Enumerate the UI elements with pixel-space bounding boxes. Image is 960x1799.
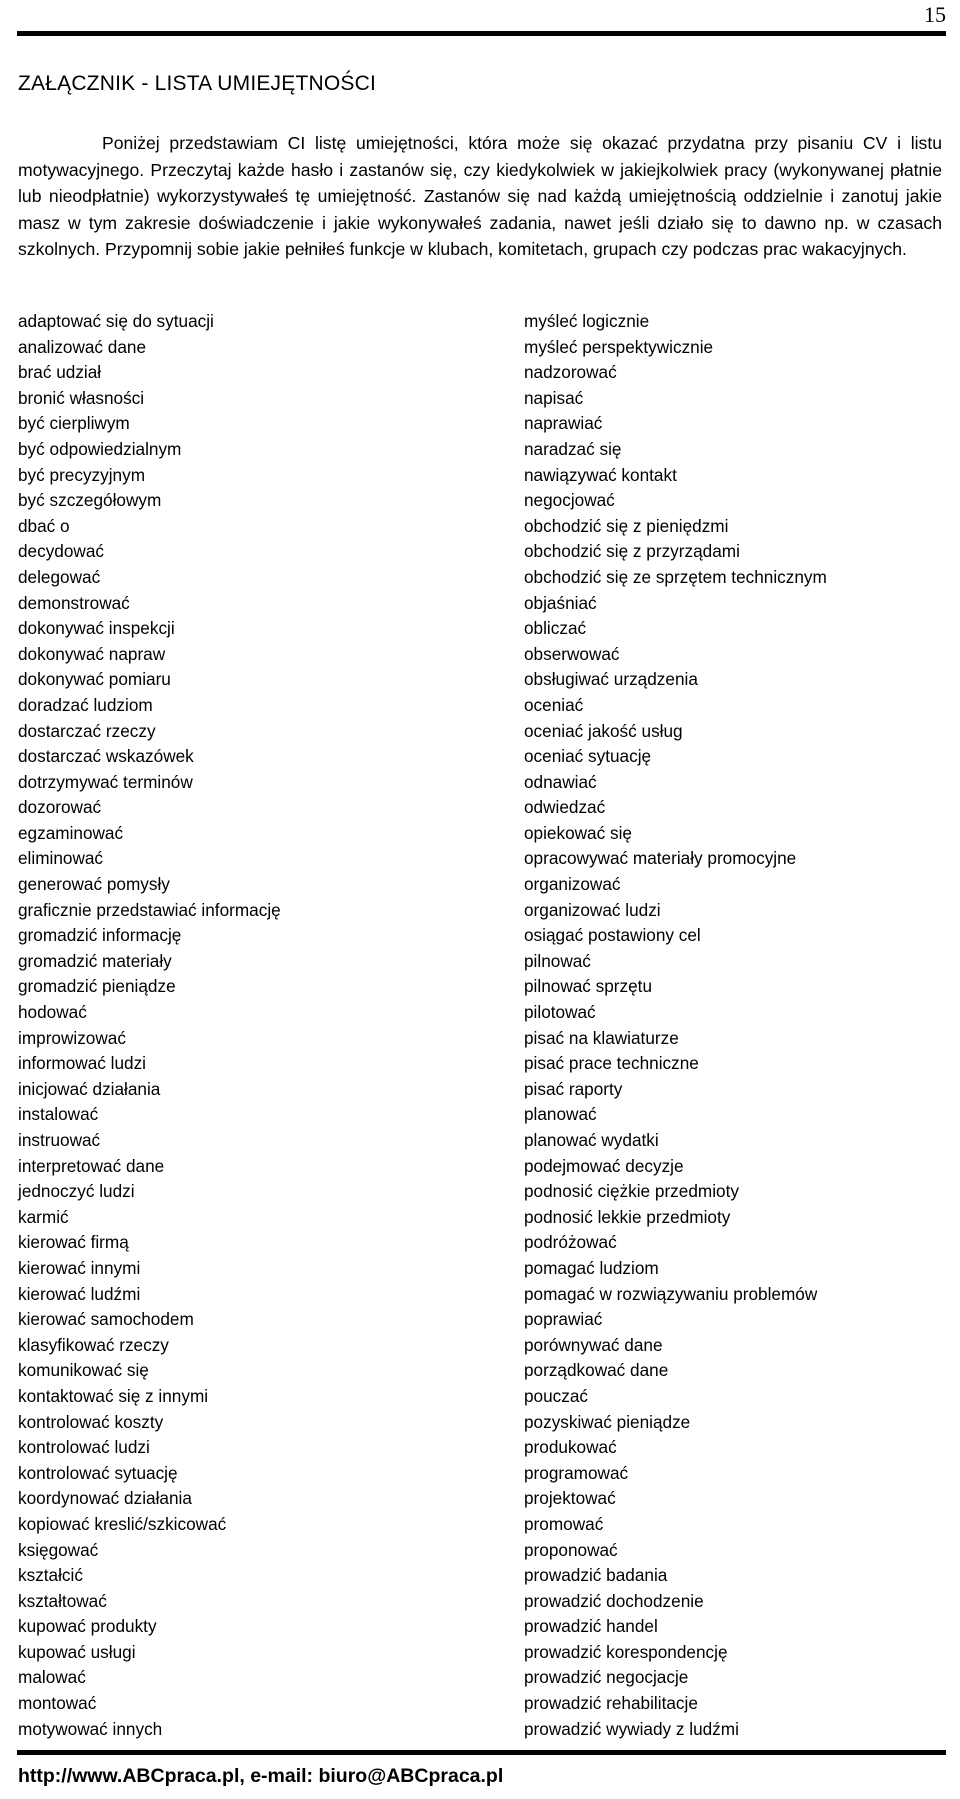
skill-item: nadzorować <box>524 362 617 383</box>
skill-item: obchodzić się z przyrządami <box>524 541 740 562</box>
skill-item: opracowywać materiały promocyjne <box>524 848 797 869</box>
skill-item: dokonywać inspekcji <box>18 618 175 639</box>
skill-item: naradzać się <box>524 438 622 459</box>
skill-item: dokonywać napraw <box>18 643 166 664</box>
skill-item: podejmować decyzje <box>524 1155 684 1176</box>
skill-item: montować <box>18 1693 97 1714</box>
skill-item: poprawiać <box>524 1309 603 1330</box>
skill-item: pilnować sprzętu <box>524 976 653 997</box>
skill-item: pilnować <box>524 950 591 971</box>
skill-item: prowadzić korespondencję <box>524 1641 728 1662</box>
skill-item: komunikować się <box>18 1360 149 1381</box>
skill-item: programować <box>524 1462 629 1483</box>
skill-item: planować <box>524 1104 597 1125</box>
skill-item: dbać o <box>18 515 70 536</box>
skill-item: gromadzić materiały <box>18 950 172 971</box>
skill-item: osiągać postawiony cel <box>524 925 701 946</box>
skill-item: oceniać <box>524 694 584 715</box>
skill-item: porównywać dane <box>524 1334 663 1355</box>
skill-item: dozorować <box>18 797 102 818</box>
skill-item: prowadzić dochodzenie <box>524 1590 704 1611</box>
skill-item: kształtować <box>18 1590 107 1611</box>
skill-item: obchodzić się ze sprzętem technicznym <box>524 566 827 587</box>
skill-item: kupować usługi <box>18 1641 136 1662</box>
skill-item: księgować <box>18 1539 99 1560</box>
skill-item: podróżować <box>524 1232 617 1253</box>
skill-item: pisać na klawiaturze <box>524 1027 679 1048</box>
skill-item: pisać prace techniczne <box>524 1053 699 1074</box>
skill-item: klasyfikować rzeczy <box>18 1334 169 1355</box>
skill-item: być precyzyjnym <box>18 464 146 485</box>
skill-item: obchodzić się z pieniędzmi <box>524 515 729 536</box>
intro-paragraph: Poniżej przedstawiam CI listę umiejętności, która może się okazać przydatna przy pisaniu CV i listu motywacyjnego. Przeczytaj każde hasło i zastanów się, czy kiedykolwiek w jakiejkolwiek pracy (wykonywanej płatnie lub nieodpłatnie) wykorzystywałeś tę umiejętność. Zastanów się nad każdą umiejętnością oddzielnie i zanotuj jakie masz w tym zakresie doświadczenie i jakie wykonywałeś zadania, nawet jeśli działo się to dawno np. w czasach szkolnych. Przypomnij sobie jakie pełniłeś funkcje w klubach, komitetach, grupach czy podczas prac wakacyjnych. <box>18 133 942 259</box>
skill-item: kopiować kreslić/szkicować <box>18 1513 227 1534</box>
skill-item: porządkować dane <box>524 1360 669 1381</box>
footer-contact: http://www.ABCpraca.pl, e-mail: biuro@ABCpraca.pl <box>18 1765 504 1787</box>
skill-item: organizować <box>524 874 621 895</box>
skill-item: jednoczyć ludzi <box>18 1181 135 1202</box>
skill-item: bronić własności <box>18 387 145 408</box>
skills-list-left <box>18 309 281 1742</box>
skill-item: naprawiać <box>524 413 603 434</box>
skill-item: kontaktować się z innymi <box>18 1385 209 1406</box>
skill-item: karmić <box>18 1206 69 1227</box>
skill-item: kontrolować sytuację <box>18 1462 178 1483</box>
skill-item: promować <box>524 1513 604 1534</box>
skill-item: demonstrować <box>18 592 130 613</box>
skill-item: adaptować się do sytuacji <box>18 311 214 331</box>
skill-item: malować <box>18 1667 86 1688</box>
skill-item: oceniać jakość usług <box>524 720 683 741</box>
skill-item: decydować <box>18 541 104 562</box>
skill-item: objaśniać <box>524 592 597 613</box>
skill-item: negocjować <box>524 490 615 511</box>
skill-item: pomagać w rozwiązywaniu problemów <box>524 1283 818 1304</box>
footer-rule <box>17 1750 946 1755</box>
skill-item: eliminować <box>18 848 104 869</box>
skill-item: koordynować działania <box>18 1488 192 1509</box>
skill-item: generować pomysły <box>18 874 170 895</box>
skill-item: napisać <box>524 387 584 408</box>
skill-item: kierować innymi <box>18 1257 141 1278</box>
skill-item: analizować dane <box>18 336 147 357</box>
skill-item: organizować ludzi <box>524 899 661 920</box>
skill-item: podnosić lekkie przedmioty <box>524 1206 731 1227</box>
skill-item: pilotować <box>524 1002 596 1023</box>
skill-item: podnosić ciężkie przedmioty <box>524 1181 739 1202</box>
skill-item: dostarczać rzeczy <box>18 720 156 741</box>
skill-item: graficznie przedstawiać informację <box>18 899 281 920</box>
skill-item: projektować <box>524 1488 616 1509</box>
skill-item: nawiązywać kontakt <box>524 464 677 485</box>
skill-item: hodować <box>18 1002 87 1023</box>
skill-item: proponować <box>524 1539 618 1560</box>
skill-item: doradzać ludziom <box>18 694 153 715</box>
skill-item: gromadzić informację <box>18 925 182 946</box>
skill-item: kierować firmą <box>18 1232 129 1253</box>
skill-item: pouczać <box>524 1385 589 1406</box>
skill-item: prowadzić handel <box>524 1616 658 1637</box>
skill-item: myśleć perspektywicznie <box>524 336 714 357</box>
skill-item: odwiedzać <box>524 797 606 818</box>
skill-item: informować ludzi <box>18 1053 146 1074</box>
skill-item: kontrolować ludzi <box>18 1437 150 1458</box>
skill-item: gromadzić pieniądze <box>18 976 176 997</box>
skill-item: być odpowiedzialnym <box>18 438 182 459</box>
skill-item: produkować <box>524 1437 617 1458</box>
skill-item: kształcić <box>18 1565 83 1586</box>
skill-item: dotrzymywać terminów <box>18 771 193 792</box>
skill-item: pomagać ludziom <box>524 1257 659 1278</box>
skill-item: myśleć logicznie <box>524 311 650 331</box>
skill-item: być szczegółowym <box>18 490 162 511</box>
skill-item: kontrolować koszty <box>18 1411 164 1432</box>
skill-item: oceniać sytuację <box>524 746 652 767</box>
page-number: 15 <box>924 2 946 27</box>
skill-item: prowadzić wywiady z ludźmi <box>524 1718 739 1739</box>
skill-item: obliczać <box>524 618 587 639</box>
skill-item: obsługiwać urządzenia <box>524 669 698 690</box>
skill-item: instruować <box>18 1130 101 1150</box>
skill-item: opiekować się <box>524 822 632 843</box>
skill-item: kierować ludźmi <box>18 1283 141 1304</box>
skill-item: odnawiać <box>524 771 597 792</box>
skill-item: motywować innych <box>18 1718 163 1739</box>
skill-item: egzaminować <box>18 822 124 843</box>
skill-item: delegować <box>18 566 101 587</box>
skill-item: prowadzić badania <box>524 1565 668 1586</box>
page-title: ZAŁĄCZNIK - LISTA UMIEJĘTNOŚCI <box>18 72 376 95</box>
skill-item: improwizować <box>18 1027 126 1048</box>
skill-item: prowadzić negocjacje <box>524 1667 689 1688</box>
skill-item: instalować <box>18 1104 99 1125</box>
skill-item: inicjować działania <box>18 1078 161 1099</box>
skill-item: interpretować dane <box>18 1155 165 1176</box>
skill-item: obserwować <box>524 643 620 664</box>
skill-item: być cierpliwym <box>18 413 130 434</box>
skill-item: dostarczać wskazówek <box>18 746 194 767</box>
skill-item: pisać raporty <box>524 1078 623 1099</box>
skill-item: prowadzić rehabilitacje <box>524 1693 698 1714</box>
skill-item: dokonywać pomiaru <box>18 669 171 690</box>
header-rule <box>17 31 946 36</box>
skill-item: kierować samochodem <box>18 1309 194 1330</box>
skills-list-right <box>524 309 827 1742</box>
skill-item: planować wydatki <box>524 1130 659 1150</box>
skill-item: brać udział <box>18 362 102 383</box>
skill-item: kupować produkty <box>18 1616 157 1637</box>
skill-item: pozyskiwać pieniądze <box>524 1411 691 1432</box>
